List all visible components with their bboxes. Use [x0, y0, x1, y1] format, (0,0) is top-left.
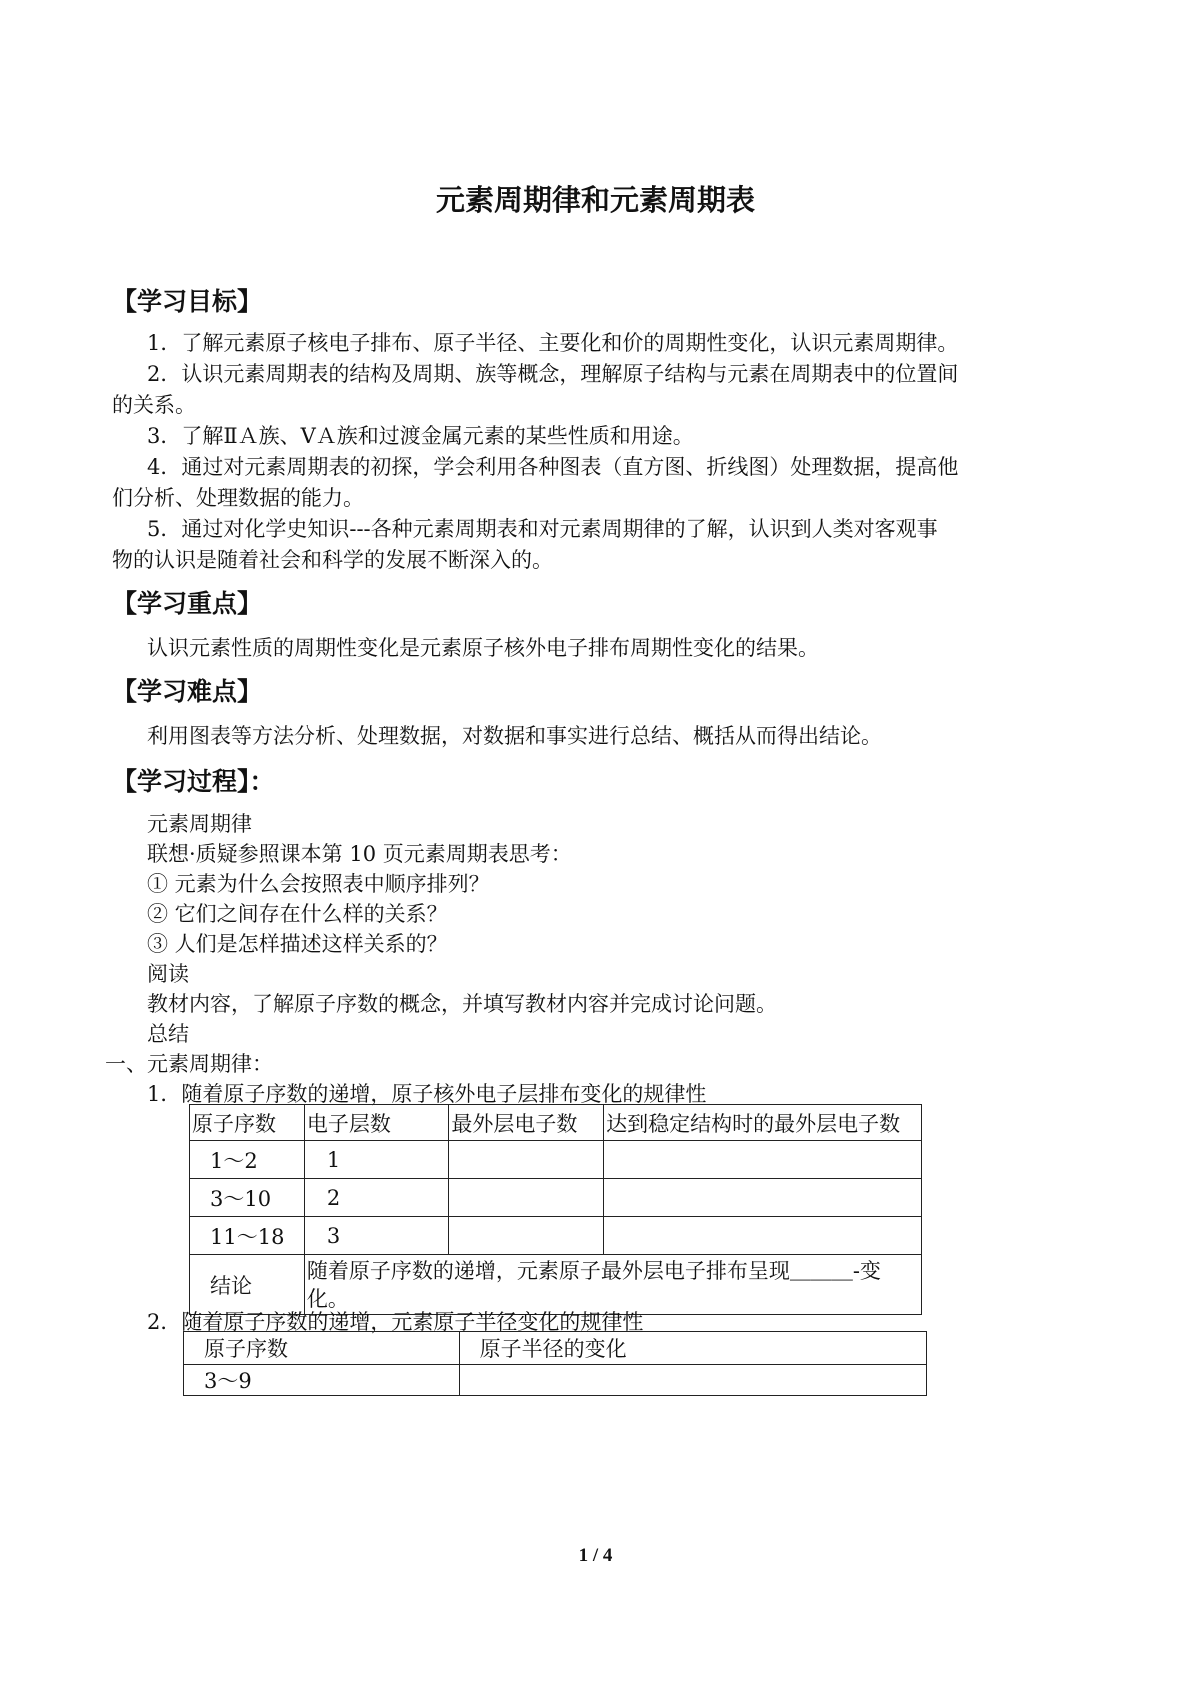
table-cell[interactable]: [604, 1179, 922, 1217]
table-cell: 1: [304, 1141, 449, 1179]
table-header-row: [190, 1105, 922, 1141]
process-line: ① 元素为什么会按照表中顺序排列？: [147, 872, 490, 896]
table-header-row: [184, 1332, 927, 1365]
table-row: [190, 1179, 922, 1217]
process-line: ② 它们之间存在什么样的关系？: [147, 902, 448, 926]
item-title: 2．随着原子序数的递增，元素原子半径变化的规律性: [147, 1310, 644, 1334]
table-header-cell: 原子半径的变化: [459, 1332, 926, 1365]
table-header-cell: 最外层电子数: [449, 1105, 604, 1141]
process-line: 元素周期律: [147, 812, 252, 836]
process-line: 总结: [147, 1022, 189, 1046]
table-header-cell: 电子层数: [304, 1105, 449, 1141]
process-line: 联想·质疑参照课本第 10 页元素周期表思考：: [147, 842, 572, 866]
goal-item: 3．了解ⅡＡ族、ⅤＡ族和过渡金属元素的某些性质和用途。: [147, 424, 694, 448]
goal-item: 的关系。: [112, 393, 196, 417]
table-cell: 1～2: [190, 1141, 305, 1179]
goal-item: 2．认识元素周期表的结构及周期、族等概念，理解原子结构与元素在周期表中的位置间: [147, 362, 959, 386]
goal-item: 4．通过对元素周期表的初探，学会利用各种图表（直方图、折线图）处理数据，提高他: [147, 455, 959, 479]
goal-item: 物的认识是随着社会和科学的发展不断深入的。: [112, 548, 553, 572]
table-header-cell: 达到稳定结构时的最外层电子数: [604, 1105, 922, 1141]
table-header-cell: 原子序数: [184, 1332, 460, 1365]
table-cell[interactable]: [604, 1141, 922, 1179]
process-line: ③ 人们是怎样描述这样关系的？: [147, 932, 448, 956]
table-cell[interactable]: [459, 1365, 926, 1396]
goal-item: 们分析、处理数据的能力。: [112, 486, 364, 510]
table-cell: 3～10: [190, 1179, 305, 1217]
table-cell: 11～18: [190, 1217, 305, 1255]
conclusion-text: 随着原子序数的递增，元素原子最外层电子排布呈现＿＿＿-变化。: [304, 1255, 921, 1315]
section-title: 一、元素周期律：: [105, 1052, 273, 1076]
goals-heading: 【学习目标】: [112, 287, 263, 316]
table-cell[interactable]: [449, 1141, 604, 1179]
page-number: 1 / 4: [578, 1545, 613, 1566]
table-cell[interactable]: [604, 1217, 922, 1255]
process-heading: 【学习过程】：: [112, 767, 275, 796]
table-row: [190, 1141, 922, 1179]
table-row: [190, 1217, 922, 1255]
difficulty-heading: 【学习难点】: [112, 677, 263, 706]
table-cell: 3～9: [184, 1365, 460, 1396]
table-row: [184, 1365, 927, 1396]
table-cell[interactable]: [449, 1179, 604, 1217]
table-cell[interactable]: [449, 1217, 604, 1255]
difficulty-text: 利用图表等方法分析、处理数据，对数据和事实进行总结、概括从而得出结论。: [147, 724, 882, 748]
key-point-heading: 【学习重点】: [112, 589, 263, 618]
key-point-text: 认识元素性质的周期性变化是元素原子核外电子排布周期性变化的结果。: [147, 636, 819, 660]
process-line: 教材内容，了解原子序数的概念，并填写教材内容并完成讨论问题。: [147, 992, 777, 1016]
electron-layer-table: [189, 1104, 922, 1315]
page-title: 元素周期律和元素周期表: [435, 183, 755, 217]
atomic-radius-table: [183, 1331, 927, 1396]
item-title: 1．随着原子序数的递增，原子核外电子层排布变化的规律性: [147, 1082, 707, 1106]
table-cell: 3: [304, 1217, 449, 1255]
table-header-cell: 原子序数: [190, 1105, 305, 1141]
process-line: 阅读: [147, 962, 189, 986]
conclusion-label: 结论: [190, 1255, 305, 1315]
goal-item: 1．了解元素原子核电子排布、原子半径、主要化和价的周期性变化，认识元素周期律。: [147, 331, 959, 355]
table-cell: 2: [304, 1179, 449, 1217]
goal-item: 5．通过对化学史知识---各种元素周期表和对元素周期律的了解，认识到人类对客观事: [147, 517, 938, 541]
